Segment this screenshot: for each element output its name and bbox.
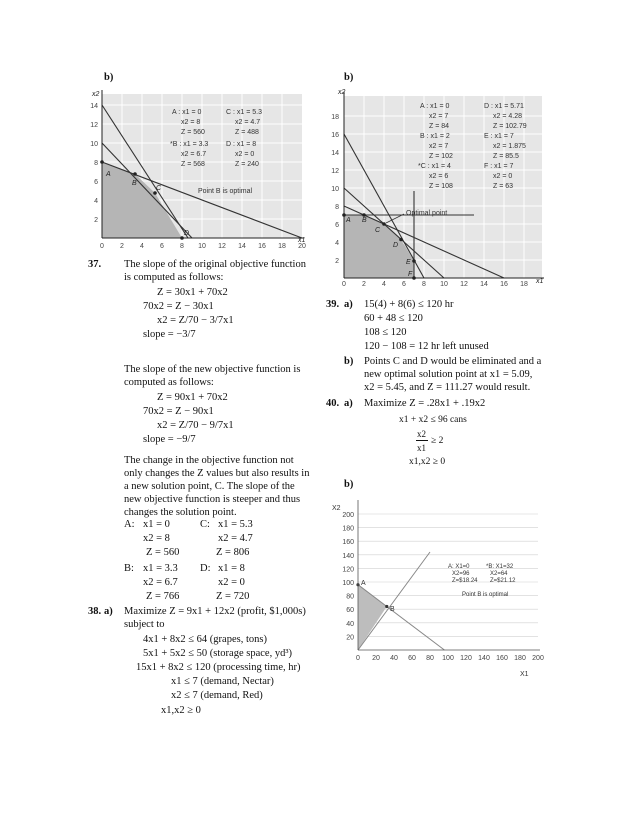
- y-tick-label: 16: [331, 132, 339, 139]
- svg-text:E : x1 = 7: E : x1 = 7: [484, 133, 514, 140]
- p37-eq5: Z = 90x1 + 70x2: [157, 392, 228, 403]
- x-tick-label: 18: [520, 281, 528, 286]
- p39-number: 39.: [326, 299, 340, 310]
- y-tick-label: 4: [94, 198, 98, 205]
- svg-text:Z = 108: Z = 108: [429, 183, 453, 190]
- p38-part: a): [104, 606, 113, 617]
- right-x-axis-label: x1: [536, 278, 544, 285]
- right-y-axis-label: x2: [338, 89, 346, 96]
- svg-text:Z = 568: Z = 568: [181, 161, 205, 168]
- left-point-label-c: C: [156, 185, 162, 192]
- svg-text:X2=64: X2=64: [490, 571, 508, 577]
- right-optimal-note: Optimal point: [406, 210, 448, 217]
- x-tick-label: 14: [480, 281, 488, 286]
- svg-text:x2 = 8: x2 = 8: [181, 119, 201, 126]
- p39-b-line1: Points C and D would be eliminated and a: [364, 356, 542, 367]
- x-tick-label: 2: [362, 281, 366, 286]
- svg-text:x2 = 7: x2 = 7: [429, 113, 449, 120]
- p39-a-line3: 108 ≤ 120: [364, 327, 407, 338]
- x-tick-label: 4: [140, 243, 144, 250]
- y-tick-label: 180: [342, 525, 354, 533]
- x-tick-label: 16: [258, 243, 266, 250]
- p38-objective: Maximize Z = 9x1 + 12x2 (profit, $1,000s): [124, 606, 306, 617]
- y-tick-label: 14: [90, 103, 98, 110]
- p37-intro2: is computed as follows:: [124, 272, 224, 283]
- y-tick-label: 10: [331, 186, 339, 193]
- p39-part-a: a): [344, 299, 353, 310]
- svg-text:Z = 102.79: Z = 102.79: [493, 123, 527, 130]
- svg-text:Z = 488: Z = 488: [235, 129, 259, 136]
- p40-con2-den: x1: [417, 443, 426, 453]
- x-tick-label: 20: [372, 655, 380, 662]
- right-point-e: E: [406, 259, 411, 266]
- x-tick-label: 120: [460, 655, 472, 662]
- graph2-y-label: X2: [332, 505, 341, 512]
- p38-con-1: 4x1 + 8x2 ≤ 64 (grapes, tons): [143, 634, 267, 645]
- left-graph: [88, 84, 310, 254]
- graph2-note: Point B is optimal: [462, 592, 509, 598]
- p38-con-3: 15x1 + 8x2 ≤ 120 (processing time, hr): [136, 662, 301, 673]
- svg-text:C : x1 = 5.3: C : x1 = 5.3: [226, 109, 262, 116]
- x-tick-label: 10: [198, 243, 206, 250]
- p37-para-5: changes the solution point.: [124, 507, 237, 518]
- p39-a-line2: 60 + 48 ≤ 120: [364, 313, 423, 324]
- svg-text:*B : x1 = 3.3: *B : x1 = 3.3: [170, 141, 209, 148]
- y-tick-label: 200: [342, 512, 354, 519]
- p38-con-4: x1 ≤ 7 (demand, Nectar): [171, 676, 274, 687]
- svg-text:Z = 85.5: Z = 85.5: [493, 153, 519, 160]
- y-tick-label: 2: [94, 217, 98, 224]
- y-tick-label: 12: [331, 168, 339, 175]
- y-tick-label: 18: [331, 114, 339, 121]
- svg-text:x2 = 4.7: x2 = 4.7: [235, 119, 261, 126]
- p38-con-2: 5x1 + 5x2 ≤ 50 (storage space, yd³): [143, 648, 292, 659]
- x-tick-label: 80: [426, 655, 434, 662]
- svg-text:x2 = 6.7: x2 = 6.7: [181, 151, 207, 158]
- y-tick-label: 140: [342, 552, 354, 560]
- svg-text:x2 = 7: x2 = 7: [429, 143, 449, 150]
- x-tick-label: 18: [278, 243, 286, 250]
- y-tick-label: 40: [346, 620, 354, 628]
- y-tick-label: 160: [342, 539, 354, 547]
- x-tick-label: 4: [382, 281, 386, 286]
- svg-text:Z=$21.12: Z=$21.12: [490, 578, 516, 584]
- x-tick-label: 40: [390, 655, 398, 662]
- svg-text:Z = 63: Z = 63: [493, 183, 514, 190]
- graph2-label: b): [344, 479, 354, 490]
- p38-number: 38.: [88, 606, 102, 617]
- svg-text:Z = 102: Z = 102: [429, 153, 453, 160]
- p40-objective: Maximize Z = .28x1 + .19x2: [364, 398, 486, 409]
- p37-para-2: only changes the Z values but also results in: [124, 468, 310, 479]
- x-tick-label: 6: [160, 243, 164, 250]
- p39-b-line2: new optimal solution point at x1 = 5.09,: [364, 369, 533, 380]
- graph2-legend: [448, 564, 516, 598]
- p37-eq3: x2 = Z/70 − 3/7x1: [157, 315, 234, 326]
- svg-text:D : x1 = 5.71: D : x1 = 5.71: [484, 103, 524, 110]
- right-point-f: F: [408, 271, 413, 278]
- left-point-label-d: D: [184, 230, 190, 237]
- y-tick-label: 4: [335, 240, 339, 247]
- x-tick-label: 8: [422, 281, 426, 286]
- left-point-label-b: B: [132, 180, 137, 187]
- svg-text:A : x1 = 0: A : x1 = 0: [172, 109, 202, 116]
- x-tick-label: 10: [440, 281, 448, 286]
- p37-eq1: Z = 30x1 + 70x2: [157, 287, 228, 298]
- x-tick-label: 100: [442, 655, 454, 662]
- y-tick-label: 20: [346, 634, 354, 642]
- x-tick-label: 140: [478, 655, 490, 662]
- p37-intro1: The slope of the original objective function: [124, 259, 306, 270]
- x-tick-label: 160: [496, 655, 508, 662]
- y-tick-label: 6: [94, 179, 98, 186]
- left-graph-label: b): [104, 72, 114, 83]
- y-tick-label: 2: [335, 258, 339, 265]
- y-tick-label: 10: [90, 141, 98, 148]
- y-tick-label: 80: [346, 593, 354, 601]
- p38-subject-to: subject to: [124, 619, 165, 630]
- svg-text:*C : x1 = 4: *C : x1 = 4: [418, 163, 451, 170]
- p37-eq6: 70x2 = Z − 90x1: [143, 406, 214, 417]
- svg-text:Z = 240: Z = 240: [235, 161, 259, 168]
- svg-text:F : x1 = 7: F : x1 = 7: [484, 163, 514, 170]
- x-tick-label: 16: [500, 281, 508, 286]
- svg-text:Z=$18.24: Z=$18.24: [452, 578, 478, 584]
- svg-text:A : x1 = 0: A : x1 = 0: [420, 103, 450, 110]
- p37-eq4: slope = −3/7: [143, 329, 196, 340]
- p40-con2-rel: ≥ 2: [431, 436, 444, 446]
- svg-text:B : x1 = 2: B : x1 = 2: [420, 133, 450, 140]
- svg-text:x2 = 0: x2 = 0: [493, 173, 513, 180]
- y-tick-label: 60: [346, 607, 354, 615]
- graph2-point-b: B: [390, 606, 395, 613]
- x-tick-label: 8: [180, 243, 184, 250]
- p37-eq2: 70x2 = Z − 30x1: [143, 301, 214, 312]
- right-point-a: A: [346, 217, 351, 224]
- svg-text:x2 = 6: x2 = 6: [429, 173, 449, 180]
- x-tick-label: 0: [342, 281, 346, 286]
- svg-text:D : x1 = 8: D : x1 = 8: [226, 141, 257, 148]
- p37-para-3: a new solution point, C. The slope of the: [124, 481, 295, 492]
- p40-con-3: x1,x2 ≥ 0: [409, 457, 446, 467]
- p39-a-line4: 120 − 108 = 12 hr left unused: [364, 341, 489, 352]
- p37-eq7: x2 = Z/70 − 9/7x1: [157, 420, 234, 431]
- p39-a-line1: 15(4) + 8(6) ≤ 120 hr: [364, 299, 454, 310]
- x-tick-label: 6: [402, 281, 406, 286]
- graph2-x-label: X1: [520, 671, 529, 678]
- p37-para-4: new objective function is steeper and thus: [124, 494, 301, 505]
- y-tick-label: 8: [335, 204, 339, 211]
- left-point-label-a: A: [106, 171, 111, 178]
- y-tick-label: 12: [90, 122, 98, 129]
- p39-part-b: b): [344, 356, 354, 367]
- left-y-axis-label: x2: [92, 91, 100, 98]
- p38-con-6: x1,x2 ≥ 0: [161, 705, 201, 716]
- y-tick-label: 100: [342, 580, 354, 587]
- p37-para-1: The change in the objective function not: [124, 455, 294, 466]
- x-tick-label: 2: [120, 243, 124, 250]
- svg-text:*B: X1=32: *B: X1=32: [486, 564, 514, 570]
- svg-text:A: X1=0: A: X1=0: [448, 564, 470, 570]
- x-tick-label: 20: [298, 243, 306, 250]
- svg-text:x2 = 1.875: x2 = 1.875: [493, 143, 526, 150]
- p37-eq8: slope = −9/7: [143, 434, 196, 445]
- right-point-b: B: [362, 217, 367, 224]
- p37-new1: The slope of the new objective function is: [124, 364, 301, 375]
- right-graph-2: [328, 490, 548, 680]
- x-tick-label: 12: [460, 281, 468, 286]
- p39-b-line3: x2 = 5.45, and Z = 111.27 would result.: [364, 382, 531, 393]
- graph2-point-a: A: [361, 580, 366, 587]
- x-tick-label: 180: [514, 655, 526, 662]
- right-graph: [324, 86, 546, 286]
- p40-fraction-bar: [416, 440, 428, 441]
- y-tick-label: 120: [342, 566, 354, 574]
- y-tick-label: 14: [331, 150, 339, 157]
- p37-number: 37.: [88, 259, 102, 270]
- left-note: Point B is optimal: [198, 188, 253, 195]
- right-point-c: C: [375, 227, 381, 234]
- x-tick-label: 60: [408, 655, 416, 662]
- p40-number: 40.: [326, 398, 340, 409]
- left-x-axis-label: x1: [298, 237, 306, 244]
- svg-text:Z = 84: Z = 84: [429, 123, 450, 130]
- svg-text:X2=96: X2=96: [452, 571, 470, 577]
- p38-con-5: x2 ≤ 7 (demand, Red): [171, 690, 263, 701]
- p40-con-1: x1 + x2 ≤ 96 cans: [399, 415, 467, 425]
- x-tick-label: 0: [356, 655, 360, 662]
- p37-new2: computed as follows:: [124, 377, 214, 388]
- svg-text:x2 = 0: x2 = 0: [235, 151, 255, 158]
- x-tick-label: 0: [100, 243, 104, 250]
- x-tick-label: 12: [218, 243, 226, 250]
- right-point-d: D: [393, 242, 399, 249]
- p40-con2-num: x2: [417, 429, 426, 439]
- x-tick-label: 200: [532, 655, 544, 662]
- right-graph-label: b): [344, 72, 354, 83]
- p40-part-a: a): [344, 398, 353, 409]
- y-tick-label: 6: [335, 222, 339, 229]
- x-tick-label: 14: [238, 243, 246, 250]
- svg-text:x2 = 4.28: x2 = 4.28: [493, 113, 522, 120]
- svg-text:Z = 560: Z = 560: [181, 129, 205, 136]
- y-tick-label: 8: [94, 160, 98, 167]
